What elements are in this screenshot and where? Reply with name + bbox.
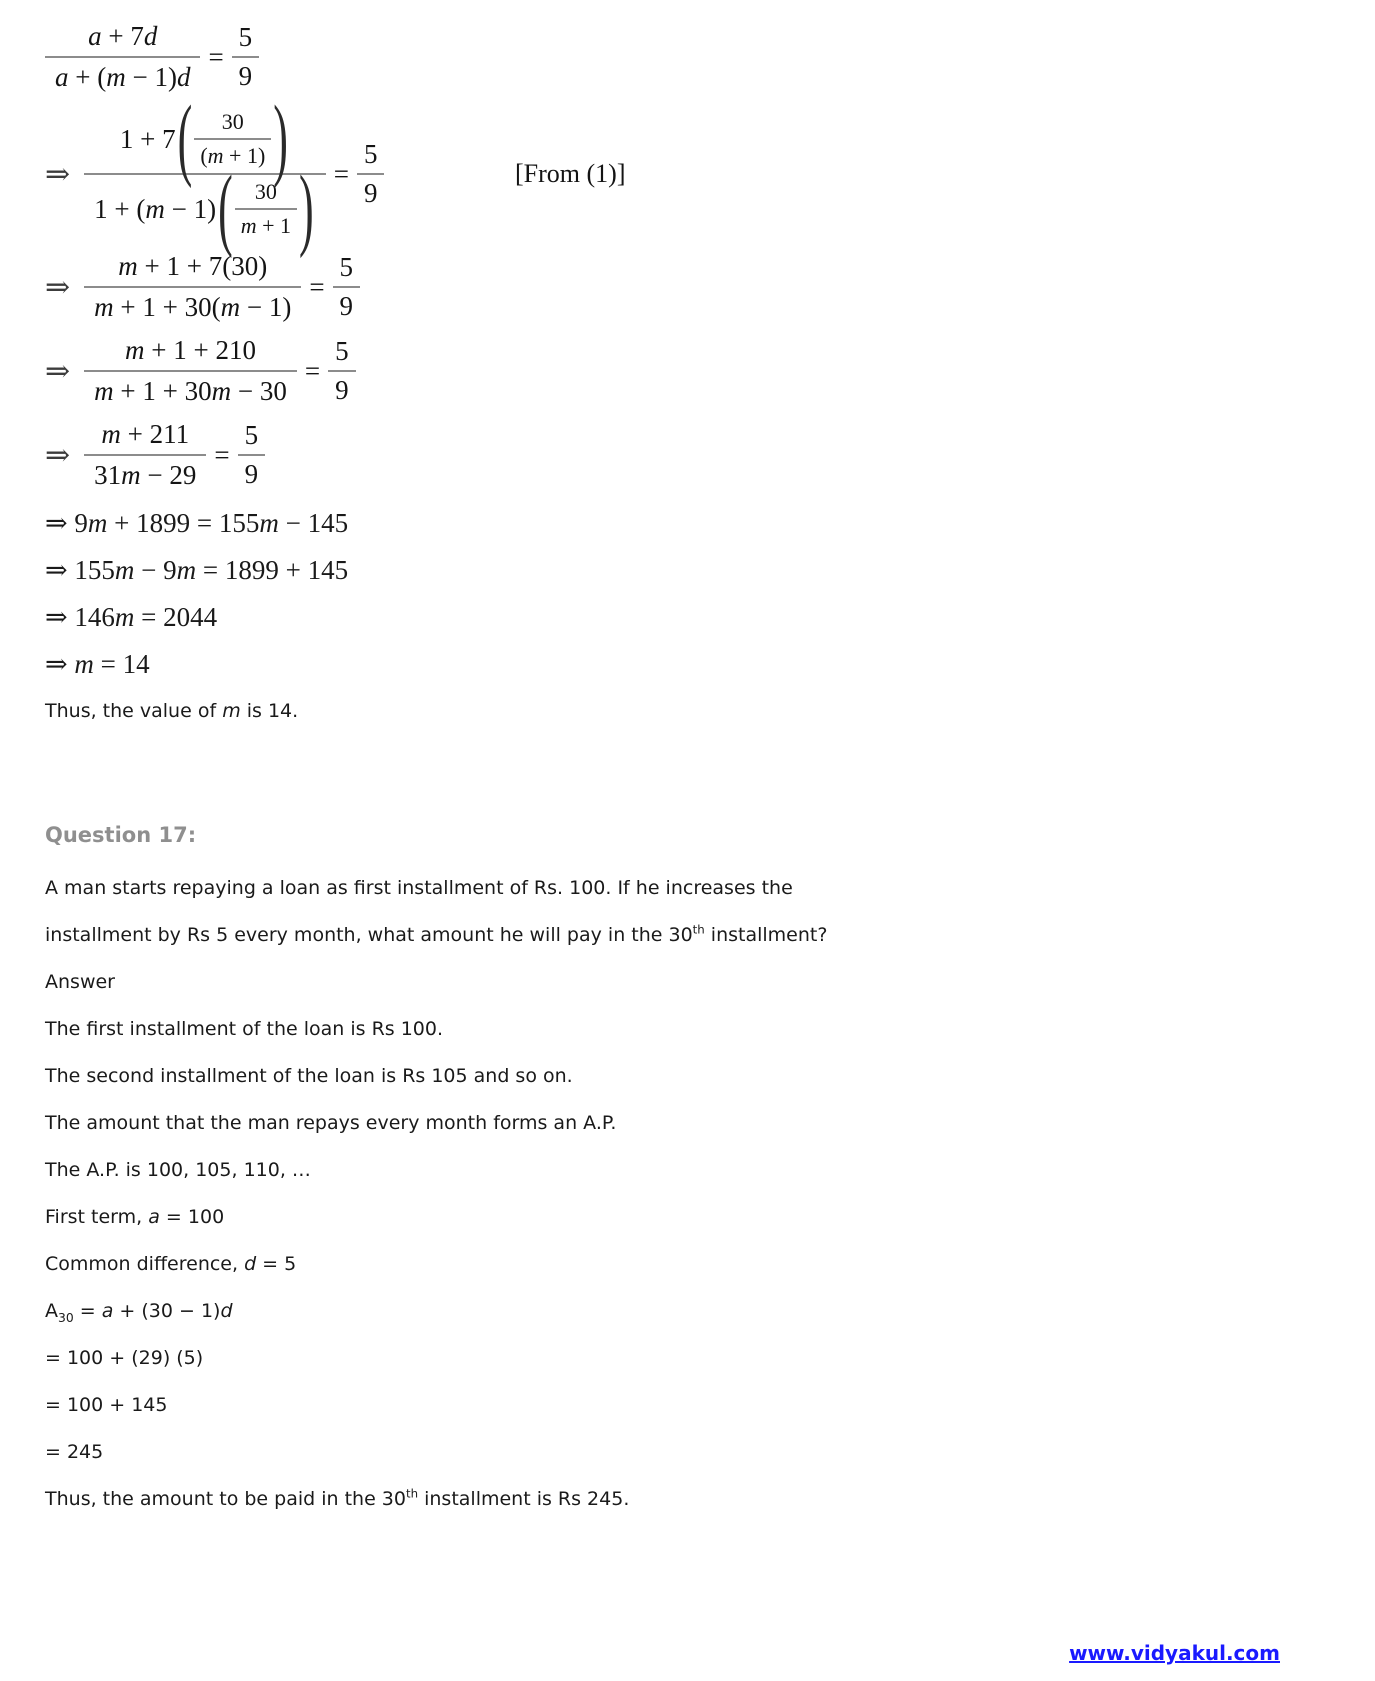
fraction-numerator: 5 [232, 22, 260, 58]
implies-arrow-icon: ⇒ [45, 270, 71, 304]
answer-label: Answer [45, 971, 115, 993]
fraction-denominator: 9 [244, 459, 259, 489]
fraction-denominator: m + 1 + 30m − 30 [94, 376, 287, 406]
common-difference-line: Common difference, d = 5 [45, 1253, 297, 1275]
conclusion-m-text: Thus, the value of m is 14. [45, 700, 299, 722]
first-term-line: First term, a = 100 [45, 1206, 225, 1228]
fraction-numerator: 5 [328, 336, 356, 372]
equation-1 [45, 20, 1335, 94]
close-paren-icon: ) [273, 86, 288, 190]
question-text-line-2: installment by Rs 5 every month, what amount he will pay in the 30th installment? [45, 922, 828, 946]
equation-step: ⇒ 9m + 1899 = 155m − 145 [45, 508, 349, 538]
fraction-numerator: 30 [235, 179, 297, 210]
fraction [84, 418, 206, 492]
equals-sign: = [304, 355, 321, 386]
fraction-denominator: 9 [363, 178, 378, 208]
fraction-denominator: m + 1 + 30(m − 1) [94, 292, 292, 322]
implies-arrow-icon: ⇒ [45, 157, 71, 191]
answer-line: The second installment of the loan is Rs 105 and so on. [45, 1065, 573, 1087]
equals-sign: = [333, 158, 349, 189]
equation-4 [45, 334, 1335, 408]
open-paren-icon: ( [218, 156, 233, 260]
equation-step: ⇒ 146m = 2044 [45, 602, 218, 632]
fraction [357, 139, 385, 209]
implies-arrow-icon: ⇒ [45, 438, 71, 472]
equals-sign: = [208, 41, 224, 72]
fraction-numerator [84, 86, 326, 190]
fraction-numerator: m + 1 + 7(30) [84, 250, 301, 288]
fraction-numerator: 5 [333, 252, 361, 288]
inner-fraction [194, 109, 271, 169]
fraction-denominator [84, 156, 326, 260]
fraction-denominator: 31m − 29 [94, 460, 197, 490]
equation-5 [45, 418, 1335, 492]
fraction-numerator: m + 211 [84, 418, 206, 456]
fraction-numerator: 30 [194, 109, 271, 140]
fraction [328, 336, 356, 406]
calculation-line: = 245 [45, 1441, 104, 1463]
open-paren-icon: ( [177, 86, 193, 190]
fraction-numerator: 5 [357, 139, 385, 175]
conclusion-installment-text: Thus, the amount to be paid in the 30th installment is Rs 245. [45, 1486, 630, 1510]
close-paren-icon: ) [299, 156, 314, 260]
calculation-line: = 100 + 145 [45, 1394, 168, 1416]
equals-sign: = [309, 271, 325, 302]
answer-line: The A.P. is 100, 105, 110, … [45, 1159, 311, 1181]
fraction [84, 250, 301, 324]
equation-step: ⇒ m = 14 [45, 649, 150, 679]
fraction-denominator: 9 [335, 375, 349, 405]
question-text-line-1: A man starts repaying a loan as first installment of Rs. 100. If he increases the [45, 877, 793, 899]
implies-arrow-icon: ⇒ [45, 354, 71, 388]
fraction [333, 252, 361, 322]
fraction [84, 86, 326, 260]
equation-3 [45, 250, 1335, 324]
fraction [45, 20, 200, 94]
fraction-denominator: (m + 1) [200, 143, 266, 168]
math-term: 1 + (m − 1) [94, 193, 217, 224]
fraction-numerator: 5 [238, 420, 266, 456]
fraction-numerator: a + 7d [45, 20, 200, 58]
math-term: 1 + 7 [119, 123, 176, 154]
fraction-denominator: 9 [238, 61, 253, 91]
question-heading: Question 17: [45, 823, 197, 847]
fraction-numerator: m + 1 + 210 [84, 334, 297, 372]
fraction-denominator: 9 [339, 291, 354, 321]
fraction-denominator: a + (m − 1)d [55, 62, 191, 92]
answer-line: The amount that the man repays every month forms an A.P. [45, 1112, 617, 1134]
vidyakul-link[interactable]: www.vidyakul.com [1069, 1641, 1280, 1665]
fraction [84, 334, 297, 408]
fraction-denominator: m + 1 [240, 213, 292, 238]
a30-formula-line: $A_{30} = a + (30 - 1)d$ [45, 1300, 233, 1325]
equals-sign: = [214, 439, 230, 470]
equation-2 [45, 86, 1335, 260]
fraction [232, 22, 260, 92]
from-reference-note: [From (1)] [515, 159, 626, 188]
answer-line: The first installment of the loan is Rs 100. [45, 1018, 444, 1040]
calculation-line: = 100 + (29) (5) [45, 1347, 204, 1369]
fraction [238, 420, 266, 490]
equation-step: ⇒ 155m − 9m = 1899 + 145 [45, 555, 349, 585]
